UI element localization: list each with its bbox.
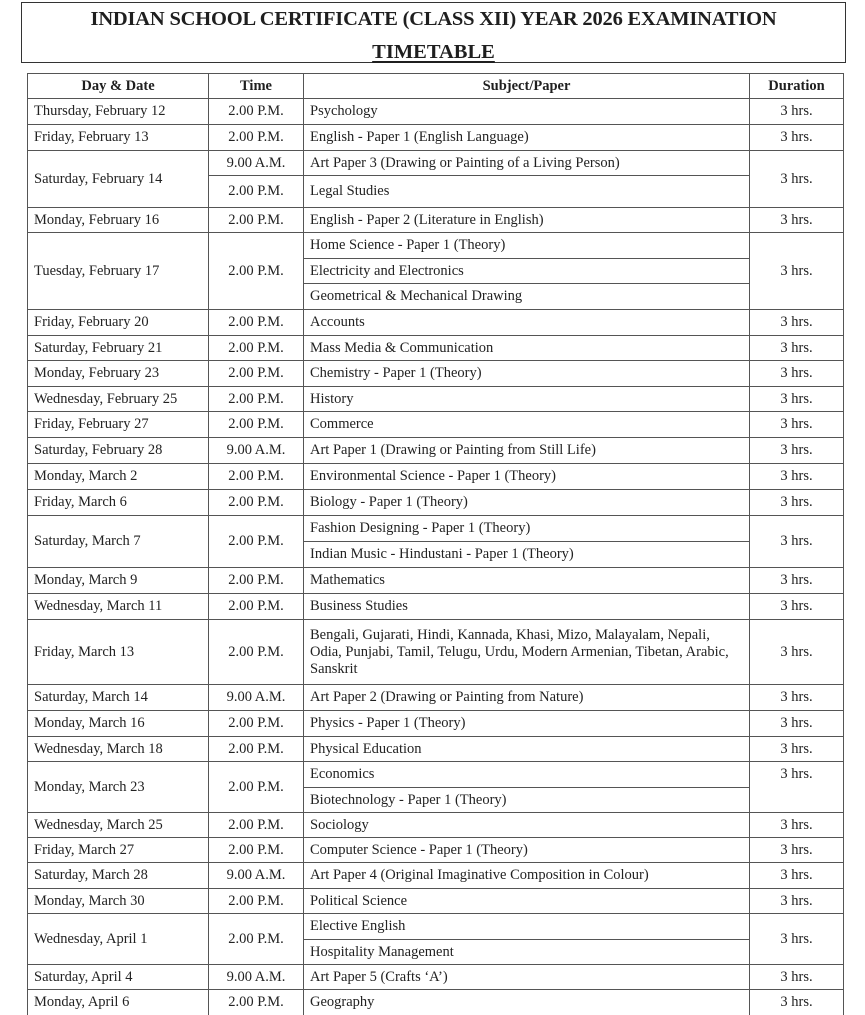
cell-duration: 3 hrs.	[750, 99, 844, 125]
cell-day: Saturday, March 7	[28, 516, 209, 568]
cell-subject: Environmental Science - Paper 1 (Theory)	[304, 464, 750, 490]
cell-duration: 3 hrs.	[750, 685, 844, 711]
cell-day: Friday, February 13	[28, 125, 209, 151]
cell-duration: 3 hrs.	[750, 438, 844, 464]
table-row	[28, 813, 844, 838]
cell-duration: 3 hrs.	[750, 361, 844, 387]
cell-duration: 3 hrs.	[750, 568, 844, 594]
document-title-box	[21, 2, 846, 63]
cell-time: 2.00 P.M.	[209, 990, 304, 1015]
cell-subject: Electricity and Electronics	[304, 259, 750, 284]
table-row	[28, 863, 844, 889]
cell-subject: Art Paper 4 (Original Imaginative Composition in Colour)	[304, 863, 750, 889]
table-row	[28, 336, 844, 361]
table-row	[28, 838, 844, 863]
cell-day: Monday, March 9	[28, 568, 209, 594]
cell-day: Wednesday, April 1	[28, 914, 209, 965]
table-row	[28, 568, 844, 594]
cell-day: Friday, February 20	[28, 310, 209, 336]
cell-duration: 3 hrs.	[750, 387, 844, 412]
table-row	[28, 620, 844, 685]
cell-subject: Sociology	[304, 813, 750, 838]
cell-subject: History	[304, 387, 750, 412]
cell-duration: 3 hrs.	[750, 863, 844, 889]
cell-day: Monday, March 2	[28, 464, 209, 490]
cell-duration: 3 hrs.	[750, 620, 844, 685]
cell-duration: 3 hrs.	[750, 233, 844, 310]
cell-duration: 3 hrs.	[750, 889, 844, 914]
cell-time: 2.00 P.M.	[209, 310, 304, 336]
cell-subject: Physics - Paper 1 (Theory)	[304, 711, 750, 737]
cell-time: 2.00 P.M.	[209, 490, 304, 516]
cell-time: 2.00 P.M.	[209, 387, 304, 412]
cell-duration: 3 hrs.	[750, 914, 844, 965]
cell-time: 2.00 P.M.	[209, 208, 304, 233]
column-header-time: Time	[209, 74, 304, 99]
cell-time: 2.00 P.M.	[209, 594, 304, 620]
document-title: INDIAN SCHOOL CERTIFICATE (CLASS XII) YEAR 2026 EXAMINATION	[22, 9, 845, 29]
table-row	[28, 99, 844, 125]
column-header-subject: Subject/Paper	[304, 74, 750, 99]
table-row	[28, 889, 844, 914]
cell-duration: 3 hrs.	[750, 965, 844, 990]
cell-time: 2.00 P.M.	[209, 914, 304, 965]
cell-day: Monday, February 16	[28, 208, 209, 233]
cell-duration: 3 hrs.	[750, 711, 844, 737]
table-header-row	[28, 74, 844, 99]
cell-time: 2.00 P.M.	[209, 568, 304, 594]
cell-day: Wednesday, March 25	[28, 813, 209, 838]
cell-subject: Mass Media & Communication	[304, 336, 750, 361]
cell-subject: Hospitality Management	[304, 940, 750, 965]
cell-time: 2.00 P.M.	[209, 336, 304, 361]
cell-day: Saturday, February 21	[28, 336, 209, 361]
table-row	[28, 310, 844, 336]
cell-day: Friday, March 13	[28, 620, 209, 685]
table-row	[28, 233, 844, 259]
table-row	[28, 208, 844, 233]
cell-day: Friday, February 27	[28, 412, 209, 438]
cell-time: 2.00 P.M.	[209, 620, 304, 685]
cell-day: Saturday, April 4	[28, 965, 209, 990]
table-row	[28, 464, 844, 490]
cell-time: 9.00 A.M.	[209, 685, 304, 711]
cell-day: Monday, March 16	[28, 711, 209, 737]
table-row	[28, 762, 844, 788]
cell-day: Wednesday, March 18	[28, 737, 209, 762]
cell-duration: 3 hrs.	[750, 516, 844, 568]
cell-time: 2.00 P.M.	[209, 762, 304, 813]
cell-day: Saturday, March 14	[28, 685, 209, 711]
cell-day: Saturday, February 14	[28, 151, 209, 208]
cell-time: 2.00 P.M.	[209, 412, 304, 438]
cell-subject: Geography	[304, 990, 750, 1015]
table-row	[28, 361, 844, 387]
cell-duration: 3 hrs.	[750, 990, 844, 1015]
cell-subject: Bengali, Gujarati, Hindi, Kannada, Khasi, Mizo, Malayalam, Nepali, Odia, Punjabi, Tamil, Telugu, Urdu, Modern Armenian, Tibetan, Arabic, Sanskrit	[304, 620, 750, 685]
cell-duration: 3 hrs.	[750, 412, 844, 438]
cell-day: Wednesday, March 11	[28, 594, 209, 620]
cell-day: Friday, March 6	[28, 490, 209, 516]
cell-duration: 3 hrs.	[750, 310, 844, 336]
cell-subject: Art Paper 3 (Drawing or Painting of a Living Person)	[304, 151, 750, 176]
cell-duration: 3 hrs.	[750, 594, 844, 620]
cell-duration: 3 hrs.	[750, 151, 844, 208]
cell-subject: Biology - Paper 1 (Theory)	[304, 490, 750, 516]
cell-subject: Commerce	[304, 412, 750, 438]
cell-subject: Legal Studies	[304, 176, 750, 208]
cell-time: 2.00 P.M.	[209, 125, 304, 151]
cell-subject: Elective English	[304, 914, 750, 940]
cell-time: 2.00 P.M.	[209, 99, 304, 125]
cell-subject: Art Paper 2 (Drawing or Painting from Nature)	[304, 685, 750, 711]
cell-time: 9.00 A.M.	[209, 965, 304, 990]
cell-day: Saturday, February 28	[28, 438, 209, 464]
column-header-day-date: Day & Date	[28, 74, 209, 99]
cell-subject: English - Paper 2 (Literature in English)	[304, 208, 750, 233]
cell-time: 2.00 P.M.	[209, 737, 304, 762]
table-row	[28, 737, 844, 762]
cell-subject: Home Science - Paper 1 (Theory)	[304, 233, 750, 259]
cell-subject: Accounts	[304, 310, 750, 336]
cell-subject: Mathematics	[304, 568, 750, 594]
cell-duration: 3 hrs.	[750, 208, 844, 233]
table-row	[28, 685, 844, 711]
cell-duration: 3 hrs.	[750, 125, 844, 151]
cell-duration: 3 hrs.	[750, 490, 844, 516]
cell-duration: 3 hrs.	[750, 464, 844, 490]
cell-day: Friday, March 27	[28, 838, 209, 863]
table-row	[28, 516, 844, 542]
cell-subject: Political Science	[304, 889, 750, 914]
cell-time: 2.00 P.M.	[209, 233, 304, 310]
cell-time: 2.00 P.M.	[209, 464, 304, 490]
cell-subject: Computer Science - Paper 1 (Theory)	[304, 838, 750, 863]
cell-duration: 3 hrs.	[750, 838, 844, 863]
cell-subject: Indian Music - Hindustani - Paper 1 (Theory)	[304, 542, 750, 568]
cell-time: 9.00 A.M.	[209, 863, 304, 889]
document-subtitle: TIMETABLE	[22, 42, 845, 62]
cell-subject: Business Studies	[304, 594, 750, 620]
cell-time: 2.00 P.M.	[209, 711, 304, 737]
cell-day: Monday, April 6	[28, 990, 209, 1015]
cell-subject: Fashion Designing - Paper 1 (Theory)	[304, 516, 750, 542]
cell-day: Wednesday, February 25	[28, 387, 209, 412]
column-header-duration: Duration	[750, 74, 844, 99]
cell-time: 2.00 P.M.	[209, 361, 304, 387]
cell-time: 2.00 P.M.	[209, 813, 304, 838]
cell-duration: 3 hrs.	[750, 737, 844, 762]
cell-time: 9.00 A.M.	[209, 438, 304, 464]
cell-subject: Economics	[304, 762, 750, 788]
cell-subject: Chemistry - Paper 1 (Theory)	[304, 361, 750, 387]
cell-subject: Psychology	[304, 99, 750, 125]
timetable	[27, 73, 844, 1015]
cell-time: 2.00 P.M.	[209, 889, 304, 914]
cell-day: Thursday, February 12	[28, 99, 209, 125]
table-row	[28, 594, 844, 620]
table-row	[28, 965, 844, 990]
cell-subject: English - Paper 1 (English Language)	[304, 125, 750, 151]
cell-time: 2.00 P.M.	[209, 838, 304, 863]
table-row	[28, 387, 844, 412]
table-row	[28, 490, 844, 516]
cell-duration: 3 hrs.	[750, 336, 844, 361]
table-row	[28, 914, 844, 940]
cell-duration: 3 hrs.	[750, 762, 844, 813]
table-row	[28, 125, 844, 151]
cell-day: Tuesday, February 17	[28, 233, 209, 310]
cell-subject: Art Paper 5 (Crafts ‘A’)	[304, 965, 750, 990]
table-row	[28, 151, 844, 176]
table-row	[28, 438, 844, 464]
cell-day: Monday, March 23	[28, 762, 209, 813]
table-row	[28, 711, 844, 737]
cell-time: 2.00 P.M.	[209, 176, 304, 208]
cell-subject: Geometrical & Mechanical Drawing	[304, 284, 750, 310]
table-row	[28, 990, 844, 1015]
cell-subject: Physical Education	[304, 737, 750, 762]
cell-time: 9.00 A.M.	[209, 151, 304, 176]
cell-subject: Art Paper 1 (Drawing or Painting from Still Life)	[304, 438, 750, 464]
cell-day: Monday, February 23	[28, 361, 209, 387]
table-row	[28, 412, 844, 438]
cell-day: Monday, March 30	[28, 889, 209, 914]
cell-subject: Biotechnology - Paper 1 (Theory)	[304, 788, 750, 813]
cell-time: 2.00 P.M.	[209, 516, 304, 568]
cell-duration: 3 hrs.	[750, 813, 844, 838]
cell-day: Saturday, March 28	[28, 863, 209, 889]
